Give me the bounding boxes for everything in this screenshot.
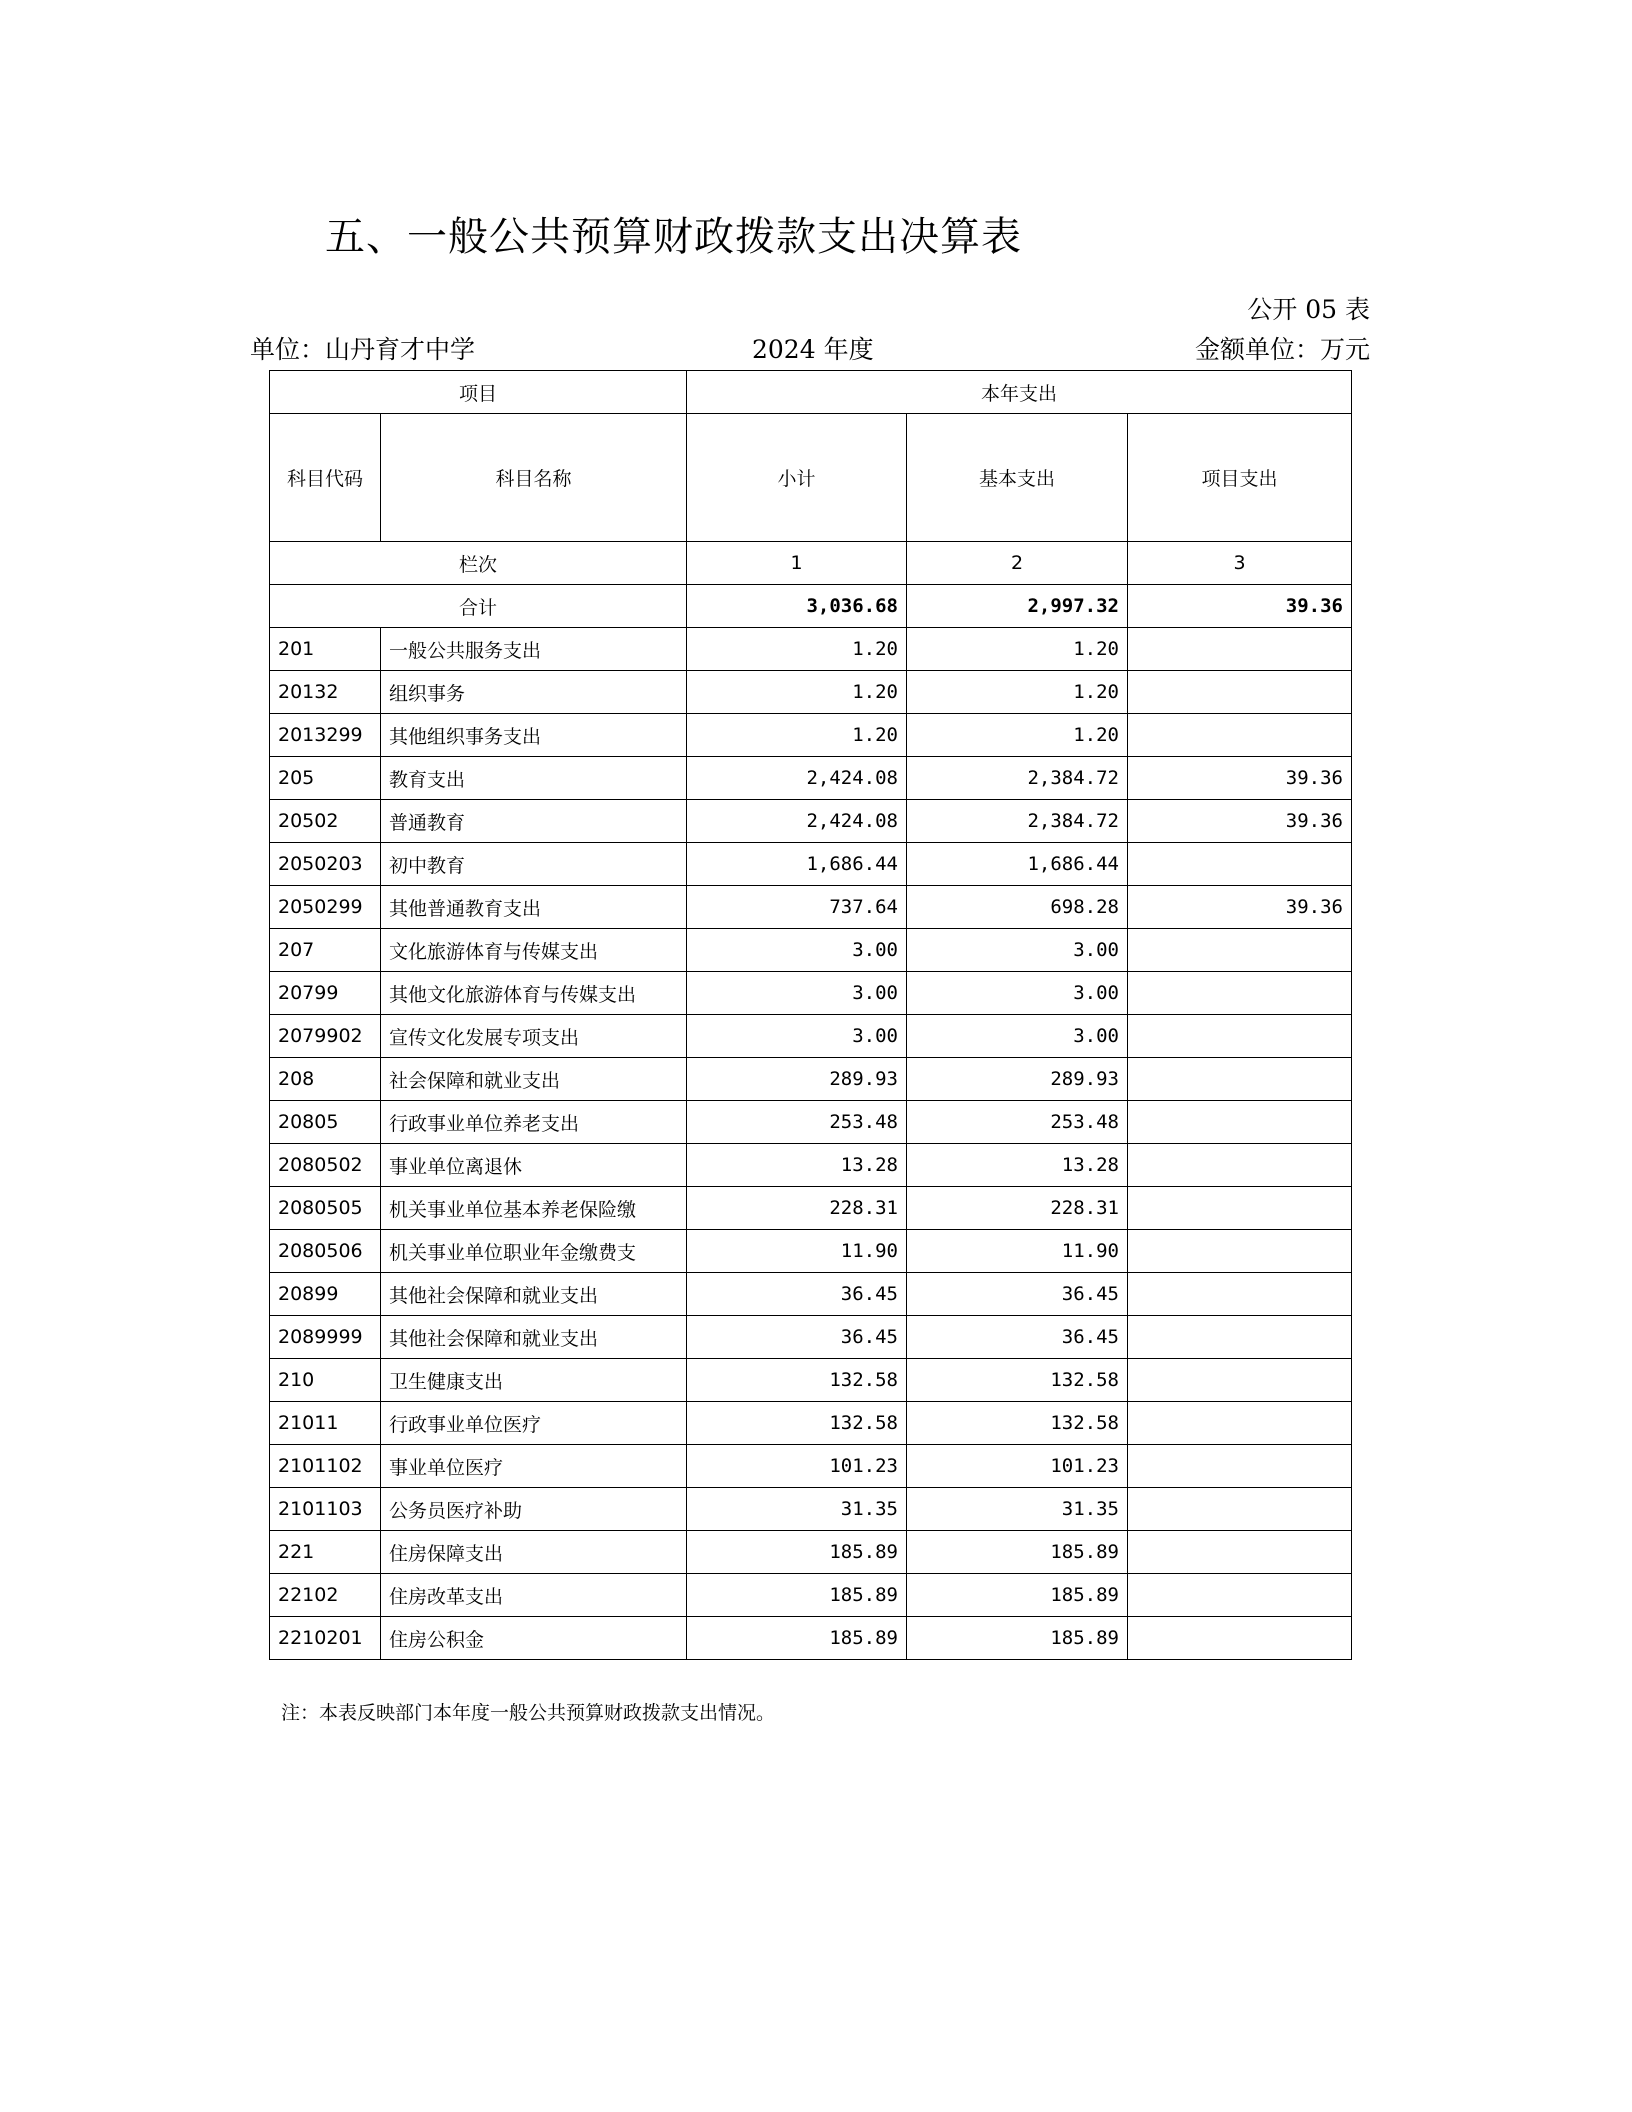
row-code: 20805 xyxy=(270,1101,381,1144)
row-project xyxy=(1128,1316,1352,1359)
header-item: 项目 xyxy=(270,371,687,414)
column-index-2: 2 xyxy=(907,542,1128,585)
row-name: 普通教育 xyxy=(381,800,687,843)
row-basic: 289.93 xyxy=(907,1058,1128,1101)
row-basic: 36.45 xyxy=(907,1273,1128,1316)
table-row xyxy=(270,972,1352,1015)
row-code: 21011 xyxy=(270,1402,381,1445)
table-row xyxy=(270,1402,1352,1445)
row-project xyxy=(1128,1488,1352,1531)
row-subtotal: 1,686.44 xyxy=(687,843,907,886)
row-subtotal: 185.89 xyxy=(687,1531,907,1574)
row-basic: 3.00 xyxy=(907,929,1128,972)
total-project: 39.36 xyxy=(1128,585,1352,628)
row-code: 20132 xyxy=(270,671,381,714)
row-name: 行政事业单位医疗 xyxy=(381,1402,687,1445)
row-name: 社会保障和就业支出 xyxy=(381,1058,687,1101)
row-code: 2079902 xyxy=(270,1015,381,1058)
row-project: 39.36 xyxy=(1128,757,1352,800)
row-subtotal: 3.00 xyxy=(687,1015,907,1058)
row-project xyxy=(1128,1101,1352,1144)
row-subtotal: 132.58 xyxy=(687,1402,907,1445)
row-code: 205 xyxy=(270,757,381,800)
column-index-label: 栏次 xyxy=(270,542,687,585)
row-basic: 2,384.72 xyxy=(907,800,1128,843)
row-basic: 228.31 xyxy=(907,1187,1128,1230)
page-title: 五、一般公共预算财政拨款支出决算表 xyxy=(325,214,1022,260)
row-subtotal: 228.31 xyxy=(687,1187,907,1230)
row-code: 208 xyxy=(270,1058,381,1101)
row-code: 210 xyxy=(270,1359,381,1402)
reporting-unit: 单位：山丹育才中学 xyxy=(250,335,476,364)
table-row xyxy=(270,1273,1352,1316)
row-basic: 11.90 xyxy=(907,1230,1128,1273)
total-row xyxy=(270,585,1352,628)
row-basic: 13.28 xyxy=(907,1144,1128,1187)
row-code: 221 xyxy=(270,1531,381,1574)
row-project xyxy=(1128,1617,1352,1660)
row-code: 2080506 xyxy=(270,1230,381,1273)
row-code: 2101102 xyxy=(270,1445,381,1488)
table-row xyxy=(270,1488,1352,1531)
row-code: 2050203 xyxy=(270,843,381,886)
row-subtotal: 1.20 xyxy=(687,628,907,671)
header-row-1 xyxy=(270,371,1352,414)
row-subtotal: 2,424.08 xyxy=(687,757,907,800)
row-subtotal: 289.93 xyxy=(687,1058,907,1101)
row-basic: 253.48 xyxy=(907,1101,1128,1144)
row-code: 20899 xyxy=(270,1273,381,1316)
form-number: 公开 05 表 xyxy=(1247,295,1370,324)
column-index-row xyxy=(270,542,1352,585)
row-subtotal: 185.89 xyxy=(687,1574,907,1617)
expenditure-table xyxy=(269,370,1352,1660)
total-subtotal: 3,036.68 xyxy=(687,585,907,628)
table-row xyxy=(270,1359,1352,1402)
total-basic: 2,997.32 xyxy=(907,585,1128,628)
row-basic: 36.45 xyxy=(907,1316,1128,1359)
header-subtotal: 小计 xyxy=(687,414,907,542)
table-row xyxy=(270,886,1352,929)
row-subtotal: 101.23 xyxy=(687,1445,907,1488)
row-subtotal: 737.64 xyxy=(687,886,907,929)
row-basic: 698.28 xyxy=(907,886,1128,929)
table-row xyxy=(270,1015,1352,1058)
row-basic: 1.20 xyxy=(907,714,1128,757)
row-subtotal: 3.00 xyxy=(687,929,907,972)
row-project: 39.36 xyxy=(1128,800,1352,843)
row-basic: 2,384.72 xyxy=(907,757,1128,800)
row-name: 住房保障支出 xyxy=(381,1531,687,1574)
table-row xyxy=(270,1101,1352,1144)
row-name: 文化旅游体育与传媒支出 xyxy=(381,929,687,972)
row-basic: 1.20 xyxy=(907,671,1128,714)
row-code: 2050299 xyxy=(270,886,381,929)
row-name: 事业单位离退休 xyxy=(381,1144,687,1187)
row-subtotal: 132.58 xyxy=(687,1359,907,1402)
row-project xyxy=(1128,843,1352,886)
row-code: 2089999 xyxy=(270,1316,381,1359)
row-project xyxy=(1128,628,1352,671)
header-name: 科目名称 xyxy=(381,414,687,542)
row-project xyxy=(1128,1187,1352,1230)
row-project xyxy=(1128,1531,1352,1574)
row-code: 2080502 xyxy=(270,1144,381,1187)
table-row xyxy=(270,1617,1352,1660)
row-name: 卫生健康支出 xyxy=(381,1359,687,1402)
row-basic: 3.00 xyxy=(907,1015,1128,1058)
row-project xyxy=(1128,1359,1352,1402)
row-project xyxy=(1128,1230,1352,1273)
row-basic: 1.20 xyxy=(907,628,1128,671)
table-row xyxy=(270,1316,1352,1359)
row-project xyxy=(1128,1273,1352,1316)
table-row xyxy=(270,1187,1352,1230)
row-name: 宣传文化发展专项支出 xyxy=(381,1015,687,1058)
row-subtotal: 253.48 xyxy=(687,1101,907,1144)
row-code: 22102 xyxy=(270,1574,381,1617)
table-row xyxy=(270,1230,1352,1273)
row-project xyxy=(1128,972,1352,1015)
row-basic: 3.00 xyxy=(907,972,1128,1015)
row-code: 20502 xyxy=(270,800,381,843)
header-row-2 xyxy=(270,414,1352,542)
header-code: 科目代码 xyxy=(270,414,381,542)
row-code: 20799 xyxy=(270,972,381,1015)
row-basic: 1,686.44 xyxy=(907,843,1128,886)
row-code: 207 xyxy=(270,929,381,972)
table-row xyxy=(270,714,1352,757)
row-project xyxy=(1128,1058,1352,1101)
row-subtotal: 2,424.08 xyxy=(687,800,907,843)
row-name: 其他组织事务支出 xyxy=(381,714,687,757)
row-code: 201 xyxy=(270,628,381,671)
row-subtotal: 3.00 xyxy=(687,972,907,1015)
header-project: 项目支出 xyxy=(1128,414,1352,542)
row-code: 2080505 xyxy=(270,1187,381,1230)
row-project xyxy=(1128,671,1352,714)
row-basic: 185.89 xyxy=(907,1531,1128,1574)
row-basic: 185.89 xyxy=(907,1617,1128,1660)
row-name: 教育支出 xyxy=(381,757,687,800)
column-index-3: 3 xyxy=(1128,542,1352,585)
table-row xyxy=(270,1445,1352,1488)
fiscal-year: 2024 年度 xyxy=(752,335,874,364)
row-name: 行政事业单位养老支出 xyxy=(381,1101,687,1144)
row-name: 公务员医疗补助 xyxy=(381,1488,687,1531)
row-subtotal: 31.35 xyxy=(687,1488,907,1531)
row-subtotal: 36.45 xyxy=(687,1273,907,1316)
row-name: 机关事业单位基本养老保险缴 xyxy=(381,1187,687,1230)
row-name: 其他普通教育支出 xyxy=(381,886,687,929)
money-unit: 金额单位：万元 xyxy=(1194,335,1370,364)
table-row xyxy=(270,1531,1352,1574)
table-row xyxy=(270,1144,1352,1187)
row-basic: 132.58 xyxy=(907,1402,1128,1445)
row-project xyxy=(1128,1402,1352,1445)
row-project xyxy=(1128,929,1352,972)
row-project: 39.36 xyxy=(1128,886,1352,929)
row-code: 2210201 xyxy=(270,1617,381,1660)
row-code: 2101103 xyxy=(270,1488,381,1531)
row-basic: 31.35 xyxy=(907,1488,1128,1531)
row-subtotal: 1.20 xyxy=(687,714,907,757)
table-row xyxy=(270,843,1352,886)
total-label: 合计 xyxy=(270,585,687,628)
column-index-1: 1 xyxy=(687,542,907,585)
table-row xyxy=(270,671,1352,714)
header-basic: 基本支出 xyxy=(907,414,1128,542)
row-project xyxy=(1128,1574,1352,1617)
row-project xyxy=(1128,714,1352,757)
row-name: 住房公积金 xyxy=(381,1617,687,1660)
row-project xyxy=(1128,1144,1352,1187)
row-subtotal: 185.89 xyxy=(687,1617,907,1660)
table-row xyxy=(270,1574,1352,1617)
row-name: 初中教育 xyxy=(381,843,687,886)
row-code: 2013299 xyxy=(270,714,381,757)
table-row xyxy=(270,800,1352,843)
row-name: 事业单位医疗 xyxy=(381,1445,687,1488)
row-basic: 101.23 xyxy=(907,1445,1128,1488)
row-subtotal: 1.20 xyxy=(687,671,907,714)
row-name: 一般公共服务支出 xyxy=(381,628,687,671)
row-name: 其他文化旅游体育与传媒支出 xyxy=(381,972,687,1015)
header-current-year: 本年支出 xyxy=(687,371,1352,414)
row-name: 其他社会保障和就业支出 xyxy=(381,1316,687,1359)
row-name: 住房改革支出 xyxy=(381,1574,687,1617)
table-note: 注：本表反映部门本年度一般公共预算财政拨款支出情况。 xyxy=(281,1702,776,1724)
row-basic: 185.89 xyxy=(907,1574,1128,1617)
table-row xyxy=(270,1058,1352,1101)
row-project xyxy=(1128,1445,1352,1488)
row-subtotal: 11.90 xyxy=(687,1230,907,1273)
row-name: 组织事务 xyxy=(381,671,687,714)
row-subtotal: 36.45 xyxy=(687,1316,907,1359)
table-row xyxy=(270,929,1352,972)
table-row xyxy=(270,757,1352,800)
row-name: 其他社会保障和就业支出 xyxy=(381,1273,687,1316)
row-name: 机关事业单位职业年金缴费支 xyxy=(381,1230,687,1273)
row-subtotal: 13.28 xyxy=(687,1144,907,1187)
row-basic: 132.58 xyxy=(907,1359,1128,1402)
row-project xyxy=(1128,1015,1352,1058)
table-row xyxy=(270,628,1352,671)
